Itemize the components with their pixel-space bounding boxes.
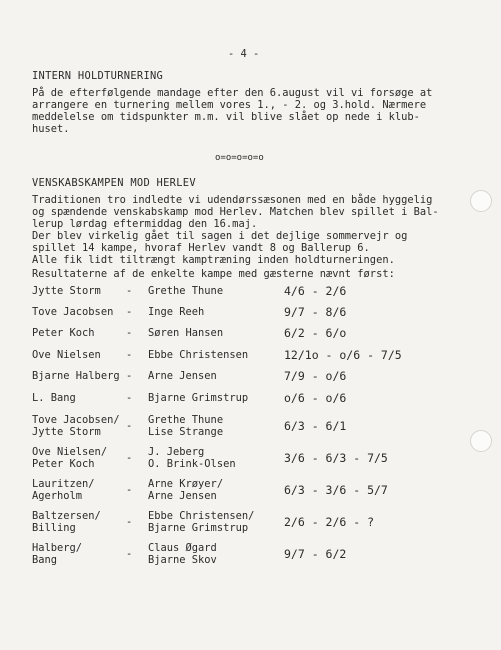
result-score: 2/6 - 2/6 - ? [284, 515, 375, 529]
paragraph-line: og spændende venskabskamp mod Herlev. Matchen blev spillet i Bal- [32, 206, 439, 218]
result-dash: - [126, 420, 133, 432]
result-away-player: Ebbe Christensen [148, 349, 249, 361]
result-dash: - [126, 484, 133, 496]
result-away-player: Arne Jensen [148, 370, 217, 382]
result-home-player: Bang [32, 554, 58, 566]
result-away-player: Grethe Thune [148, 285, 224, 297]
result-home-player: Tove Jacobsen [32, 306, 114, 318]
page-number: - 4 - [228, 48, 260, 60]
result-home-player: Halberg/ [32, 542, 83, 554]
result-away-player: Claus Øgard [148, 542, 217, 554]
result-dash: - [126, 285, 133, 297]
result-away-player: Bjarne Skov [148, 554, 217, 566]
result-away-player: Ebbe Christensen/ [148, 510, 255, 522]
result-away-player: O. Brink-Olsen [148, 458, 236, 470]
result-score: 12/1o - o/6 - 7/5 [284, 348, 402, 362]
result-away-player: Inge Reeh [148, 306, 205, 318]
result-score: 7/9 - o/6 [284, 369, 347, 383]
result-score: o/6 - o/6 [284, 391, 347, 405]
result-home-player: Peter Koch [32, 327, 95, 339]
section-heading-venskab: VENSKABSKAMPEN MOD HERLEV [32, 177, 196, 189]
paragraph-line: huset. [32, 123, 70, 135]
result-home-player: Ove Nielsen [32, 349, 101, 361]
paragraph-line: lerup lørdag eftermiddag den 16.maj. [32, 218, 258, 230]
result-dash: - [126, 349, 133, 361]
paragraph-line: Der blev virkelig gået til sagen i det dejlige sommervejr og [32, 230, 408, 242]
result-away-player: Bjarne Grimstrup [148, 522, 249, 534]
result-home-player: Baltzersen/ [32, 510, 101, 522]
paragraph-line: arrangere en turnering mellem vores 1., - 2. og 3.hold. Nærmere [32, 99, 427, 111]
result-away-player: Arne Krøyer/ [148, 478, 224, 490]
result-home-player: Peter Koch [32, 458, 95, 470]
paragraph-line: spillet 14 kampe, hvoraf Herlev vandt 8 og Ballerup 6. [32, 242, 370, 254]
result-score: 6/2 - 6/o [284, 326, 347, 340]
section-heading-intern: INTERN HOLDTURNERING [32, 70, 164, 82]
result-score: 4/6 - 2/6 [284, 284, 347, 298]
result-score: 6/3 - 6/1 [284, 419, 347, 433]
result-home-player: Bjarne Halberg [32, 370, 120, 382]
result-away-player: Grethe Thune [148, 414, 224, 426]
result-home-player: Jytte Storm [32, 285, 101, 297]
paragraph-line: Traditionen tro indledte vi udendørssæsonen med en både hyggelig [32, 194, 433, 206]
result-home-player: L. Bang [32, 392, 76, 404]
result-away-player: Bjarne Grimstrup [148, 392, 249, 404]
result-dash: - [126, 306, 133, 318]
result-home-player: Billing [32, 522, 76, 534]
paragraph-line: På de efterfølgende mandage efter den 6.august vil vi forsøge at [32, 87, 433, 99]
result-home-player: Jytte Storm [32, 426, 101, 438]
separator: o=o=o=o=o [215, 153, 264, 163]
result-dash: - [126, 516, 133, 528]
result-home-player: Tove Jacobsen/ [32, 414, 120, 426]
result-away-player: Lise Strange [148, 426, 224, 438]
punch-hole [470, 430, 492, 452]
paragraph-line: meddelelse om tidspunkter m.m. vil blive slået op nede i klub- [32, 111, 420, 123]
result-home-player: Ove Nielsen/ [32, 446, 108, 458]
result-score: 9/7 - 6/2 [284, 547, 347, 561]
result-dash: - [126, 548, 133, 560]
paragraph-line: Alle fik lidt tiltrængt kamptræning inden holdturneringen. [32, 254, 395, 266]
result-away-player: Søren Hansen [148, 327, 224, 339]
result-score: 3/6 - 6/3 - 7/5 [284, 451, 388, 465]
result-dash: - [126, 327, 133, 339]
result-away-player: Arne Jensen [148, 490, 217, 502]
result-dash: - [126, 392, 133, 404]
result-score: 6/3 - 3/6 - 5/7 [284, 483, 388, 497]
result-home-player: Agerholm [32, 490, 83, 502]
result-dash: - [126, 452, 133, 464]
results-intro: Resultaterne af de enkelte kampe med gæsterne nævnt først: [32, 268, 395, 280]
result-home-player: Lauritzen/ [32, 478, 95, 490]
result-score: 9/7 - 8/6 [284, 305, 347, 319]
punch-hole [470, 190, 492, 212]
result-away-player: J. Jeberg [148, 446, 205, 458]
result-dash: - [126, 370, 133, 382]
